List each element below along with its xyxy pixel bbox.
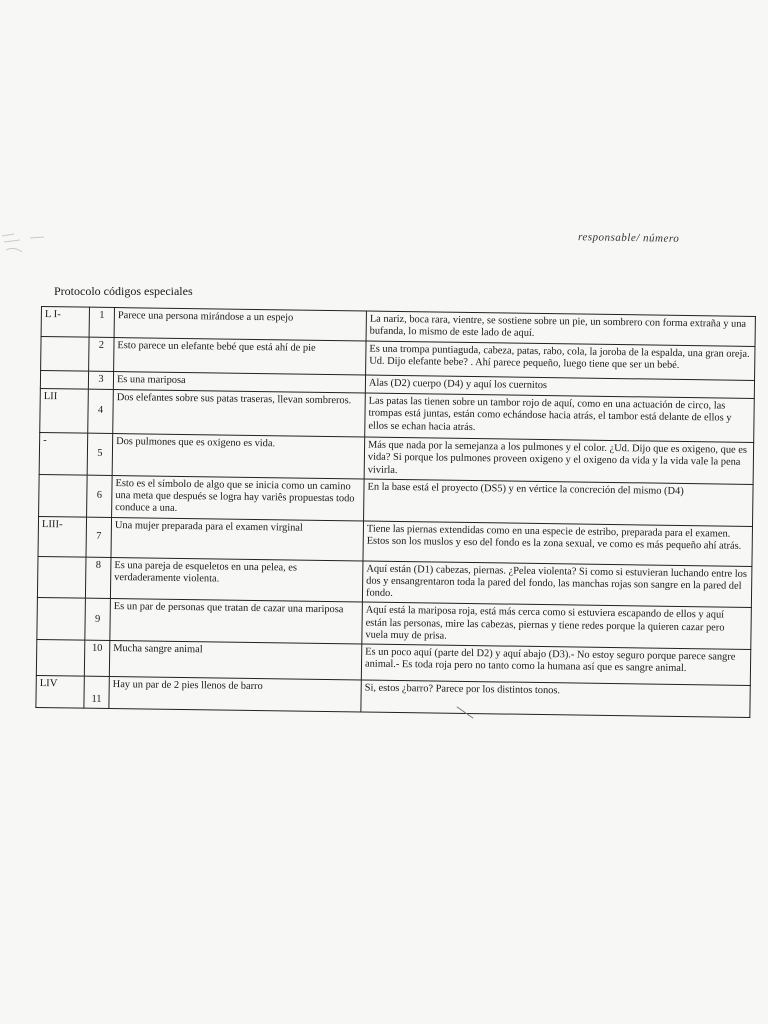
inquiry-cell: La nariz, boca rara, vientre, se sostiene sobre un pie, un sombrero con forma extraña y una bufanda, lo mismo de este lado de aquí. xyxy=(366,311,755,346)
response-cell: Dos pulmones que es oxigeno es vida. xyxy=(112,434,365,479)
inquiry-cell: Es una trompa puntiaguda, cabeza, patas, rabo, cola, la joroba de la espalda, una gran oreja. Ud. Dijo elefante bebe? . Ahí parece pequeño, luego tiene que ser un bebé. xyxy=(366,341,755,380)
response-number: 4 xyxy=(88,389,114,433)
inquiry-cell: Aquí están (D1) cabezas, piernas. ¿Pelea violenta? Si como si estuvieran luchando entre los dos y ensangrentaron toda la pared del fondo, las manchas rojas son sangre en la pared del fondo. xyxy=(362,561,752,608)
inquiry-cell: En la base está el proyecto (DS5) y en vértice la concreción del mismo (D4) xyxy=(364,479,754,526)
lamina-cell: - xyxy=(39,432,88,474)
faint-pencil-marks xyxy=(0,228,60,268)
response-number: 10 xyxy=(84,640,110,676)
response-cell: Es una mariposa xyxy=(113,372,365,394)
lamina-cell: LII xyxy=(40,388,89,433)
handwritten-header: responsable/ número xyxy=(577,231,680,245)
lamina-cell xyxy=(37,556,86,598)
response-number: 5 xyxy=(87,433,113,475)
response-number: 1 xyxy=(89,307,114,337)
inquiry-cell: Alas (D2) cuerpo (D4) y aquí los cuernitos xyxy=(365,375,754,398)
response-number: 8 xyxy=(85,557,111,599)
response-cell: Dos elefantes sobre sus patas traseras, llevan sombreros. xyxy=(113,390,366,438)
lamina-cell xyxy=(40,371,88,390)
inquiry-cell: Tiene las piernas extendidas como en una especie de estribo, preparada para el examen. Estos son los muslos y eso del fondo es la zona sexual, ve como es más pequeño ahí atrás. xyxy=(363,521,753,566)
response-cell: Esto es el símbolo de algo que se inicia como un camino una meta que después se logra hay variês propuestas todo conduce a una. xyxy=(112,475,365,520)
response-number: 6 xyxy=(87,475,113,517)
inquiry-cell: Más que nada por la semejanza a los pulmones y el color. ¿Ud. Dijo que es oxigeno, que es vida? Si porque los pulmones proveen oxigeno y el oxigeno da vida y la vida vale la pena vivirla. xyxy=(364,437,754,484)
lamina-cell xyxy=(39,474,88,516)
lamina-cell: LIII- xyxy=(38,516,87,557)
inquiry-cell: Es un poco aquí (parte del D2) y aquí abajo (D3).- No estoy seguro porque parece sangre animal.- Es toda roja pero no tanto como la humana así que es sangre animal. xyxy=(361,644,750,685)
inquiry-cell: Las patas las tienen sobre un tambor rojo de aquí, como en una actuación de circo, las trompas está juntas, están como echándose hacia atrás, el tambor está delante de ellos y ellos se echan hacia atrás. xyxy=(365,393,755,442)
response-cell: Una mujer preparada para el examen virginal xyxy=(111,517,364,561)
response-cell: Esto parece un elefante bebé que está ahí de pie xyxy=(114,338,366,376)
response-cell: Parece una persona mirándose a un espejo xyxy=(114,308,366,342)
response-number: 3 xyxy=(88,371,113,389)
response-cell: Es un par de personas que tratan de cazar una mariposa xyxy=(110,599,363,644)
inquiry-cell: Aquí está la mariposa roja, está más cerca como si estuviera escapando de ellos y aquí están las personas, mire las cabezas, piernas y tiene redes porque la quieren cazar pero vuela muy de prisa. xyxy=(362,602,752,649)
lamina-cell xyxy=(36,640,84,677)
response-cell: Es una pareja de esqueletos en una pelea, es verdaderamente violenta. xyxy=(110,557,363,602)
response-number: 2 xyxy=(89,337,114,371)
protocol-table xyxy=(35,306,756,718)
lamina-cell: LIV xyxy=(36,676,84,709)
response-number: 11 xyxy=(84,676,109,708)
lamina-cell xyxy=(41,337,89,372)
response-number: 9 xyxy=(85,599,111,641)
lamina-cell: L I- xyxy=(41,307,89,338)
response-cell: Hay un par de 2 pies llenos de barro xyxy=(109,677,361,713)
document-title: Protocolo códigos especiales xyxy=(54,284,193,298)
protocol-table-wrapper xyxy=(35,306,755,718)
lamina-cell xyxy=(37,598,86,640)
response-number: 7 xyxy=(86,517,112,557)
response-cell: Mucha sangre animal xyxy=(109,641,361,681)
inquiry-cell: Si, estos ¿barro? Parece por los distintos tonos. xyxy=(361,680,750,717)
